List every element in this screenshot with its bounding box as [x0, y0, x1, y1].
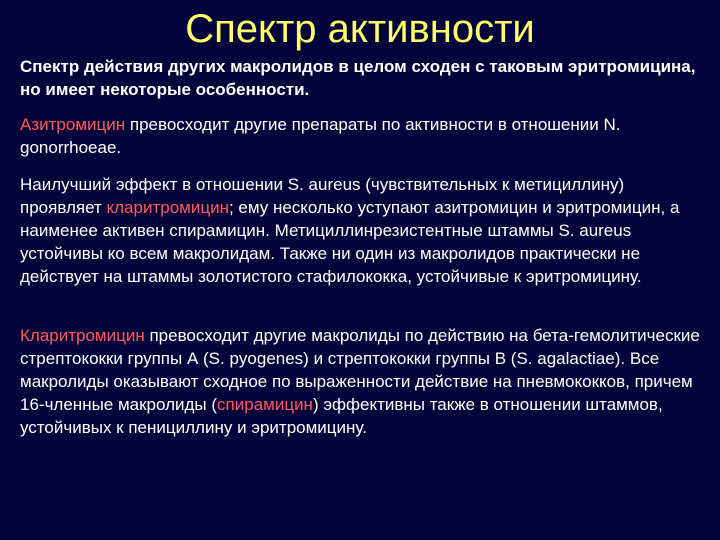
- paragraph-text: превосходит другие препараты по активности в отношении N. gonorrhoeae.: [20, 115, 621, 157]
- drug-name-highlight: кларитромицин: [106, 198, 229, 217]
- paragraph-text: ) эффективны также в отношении штаммов, устойчивых к пенициллину и эритромицину.: [20, 395, 663, 437]
- paragraph-clarithromycin: [20, 324, 710, 439]
- paragraph-azithromycin: [20, 113, 710, 159]
- slide-title: Спектр активности: [185, 7, 535, 51]
- drug-name-highlight: спирамицин: [217, 395, 313, 414]
- intro-paragraph: Спектр действия других макролидов в целом сходен с таковым эритромицина, но имеет некоторые особенности.: [20, 57, 696, 99]
- drug-name-highlight: Азитромицин: [20, 115, 126, 134]
- paragraph-s-aureus: [20, 173, 710, 288]
- paragraph-text: Наилучший эффект в отношении S. aureus (чувствительных к метициллину) проявляет: [20, 175, 625, 217]
- drug-name-highlight: Кларитромицин: [20, 326, 145, 345]
- paragraph-text: превосходит другие макролиды по действию на бета-гемолитические стрептококки группы А (S. pyogenes) и стрептококки группы В (S. agalactiae). Все макролиды оказывают сходное по выраженности действие на пневмококков, причем 16-членные макролиды (: [20, 326, 700, 414]
- paragraph-text: ; ему несколько уступают азитромицин и эритромицин, а наименее активен спирамицин. Метициллинрезистентные штаммы S. aureus устойчивы ко всем макролидам. Также ни один из макролидов практически не действует на штаммы золотистого стафилококка, устойчивые к эритромицину.: [20, 198, 680, 286]
